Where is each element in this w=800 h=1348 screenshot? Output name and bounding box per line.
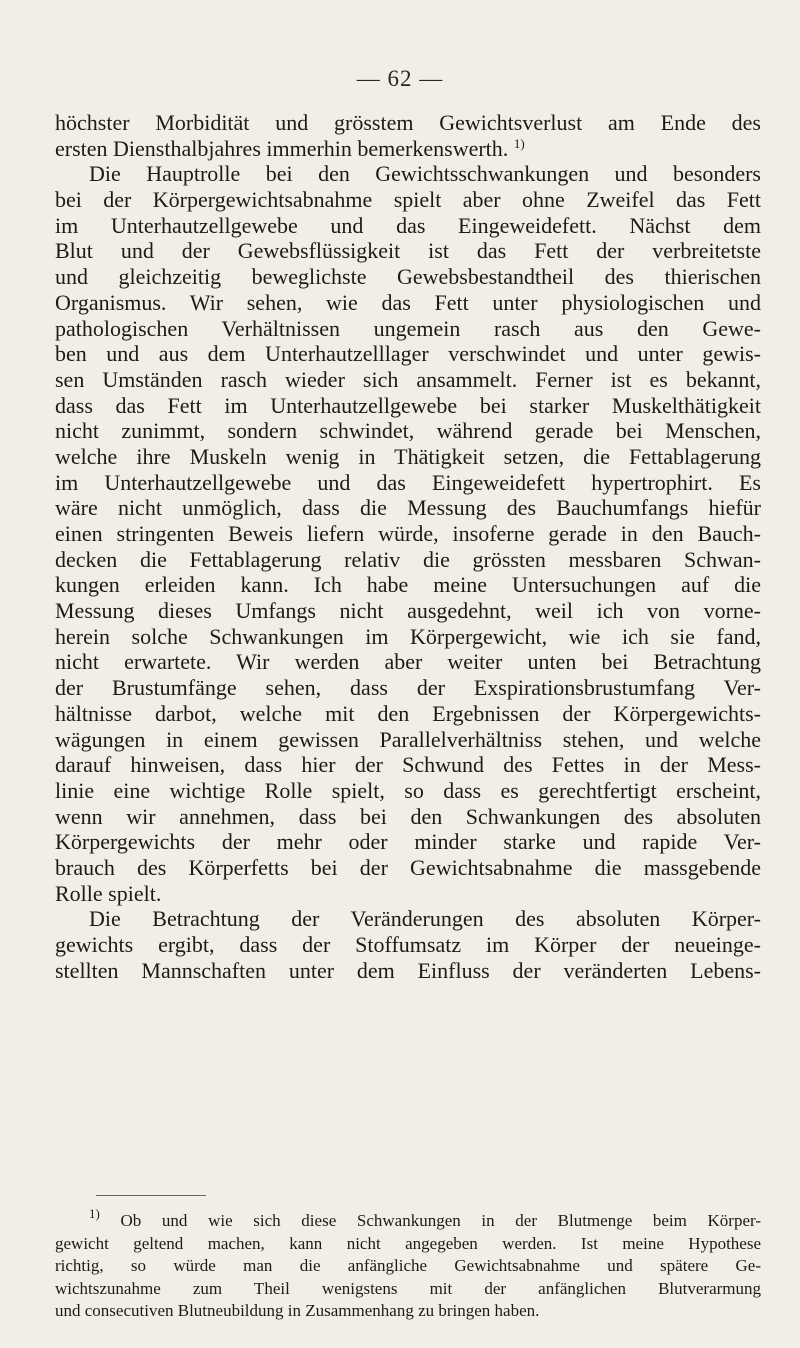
body-line: welche ihre Muskeln wenig in Thätigkeit setzen, die Fettablagerung bbox=[55, 443, 761, 469]
body-line: brauch des Körperfetts bei der Gewichtsabnahme die massgebende bbox=[55, 854, 761, 880]
body-line: dass das Fett im Unterhautzellgewebe bei starker Muskelthätigkeit bbox=[55, 392, 761, 418]
footnote-line: und consecutiven Blutneubildung in Zusammenhang zu bringen haben. bbox=[55, 1301, 540, 1321]
body-line: der Brustumfänge sehen, dass der Exspirationsbrustumfang Ver- bbox=[55, 675, 761, 701]
body-line: herein solche Schwankungen im Körpergewicht, wie ich sie fand, bbox=[55, 623, 761, 649]
body-line: linie eine wichtige Rolle spielt, so dass es gerechtfertigt erscheint, bbox=[55, 777, 761, 803]
body-line: darauf hinweisen, dass hier der Schwund des Fettes in der Mess- bbox=[55, 752, 761, 778]
body-line: gewichts ergibt, dass der Stoffumsatz im Körper der neueinge- bbox=[55, 932, 761, 957]
page-number: — 62 — bbox=[356, 66, 444, 91]
body-line: wäre nicht unmöglich, dass die Messung des Bauchumfangs hiefür bbox=[55, 495, 761, 521]
body-line: kungen erleiden kann. Ich habe meine Untersuchungen auf die bbox=[55, 572, 761, 598]
footnote-divider bbox=[96, 1195, 206, 1196]
body-line: Organismus. Wir sehen, wie das Fett unter physiologischen und bbox=[55, 289, 761, 315]
body-line: wenn wir annehmen, dass bei den Schwankungen des absoluten bbox=[55, 803, 761, 829]
body-line: Messung dieses Umfangs nicht ausgedehnt, weil ich von vorne- bbox=[55, 598, 761, 624]
footnote-line: wichtszunahme zum Theil wenigstens mit der anfänglichen Blutverarmung bbox=[55, 1278, 761, 1298]
body-text bbox=[55, 110, 761, 983]
body-line: nicht erwartete. Wir werden aber weiter unten bei Betrachtung bbox=[55, 649, 761, 675]
body-line: und gleichzeitig beweglichste Gewebsbestandtheil des thierischen bbox=[55, 264, 761, 290]
body-line: Rolle spielt. bbox=[55, 880, 162, 906]
body-line: Die Hauptrolle bei den Gewichtsschwankungen und besonders bbox=[89, 161, 761, 187]
footnote-line-first bbox=[55, 1206, 761, 1233]
footnote-marker: 1) bbox=[89, 1206, 100, 1221]
body-line: ben und aus dem Unterhautzelllager verschwindet und unter gewis- bbox=[55, 341, 761, 367]
body-line: höchster Morbidität und grösstem Gewichtsverlust am Ende des bbox=[55, 110, 761, 135]
footnote bbox=[55, 1206, 761, 1323]
body-line: Blut und der Gewebsflüssigkeit ist das Fett der verbreitetste bbox=[55, 238, 761, 264]
footnote-reference[interactable]: 1) bbox=[513, 135, 525, 151]
body-line-text: ersten Diensthalbjahres immerhin bemerkenswerth. bbox=[55, 135, 509, 161]
body-line: hältnisse darbot, welche mit den Ergebnissen der Körpergewichts- bbox=[55, 700, 761, 726]
body-line: Die Betrachtung der Veränderungen des absoluten Körper- bbox=[89, 906, 761, 932]
body-line: wägungen in einem gewissen Parallelverhältniss stehen, und welche bbox=[55, 726, 761, 752]
body-line: einen stringenten Beweis liefern würde, insoferne gerade in den Bauch- bbox=[55, 521, 761, 546]
body-line: im Unterhautzellgewebe und das Eingeweidefett hypertrophirt. Es bbox=[55, 469, 761, 495]
body-line: decken die Fettablagerung relativ die grössten messbaren Schwan- bbox=[55, 546, 761, 572]
body-line: im Unterhautzellgewebe und das Eingeweidefett. Nächst dem bbox=[55, 212, 761, 238]
body-line: sen Umständen rasch wieder sich ansammelt. Ferner ist es bekannt, bbox=[55, 366, 761, 392]
body-line-with-footnote-ref bbox=[55, 136, 761, 162]
footnote-line: gewicht geltend machen, kann nicht angegeben werden. Ist meine Hypothese bbox=[55, 1233, 761, 1253]
body-line: Körpergewichts der mehr oder minder starke und rapide Ver- bbox=[55, 829, 761, 855]
body-line: bei der Körpergewichtsabnahme spielt aber ohne Zweifel das Fett bbox=[55, 187, 761, 213]
body-line: stellten Mannschaften unter dem Einfluss der veränderten Lebens- bbox=[55, 957, 761, 983]
footnote-line: richtig, so würde man die anfängliche Gewichtsabnahme und spätere Ge- bbox=[55, 1256, 761, 1276]
footnote-line-text: Ob und wie sich diese Schwankungen in der Blutmenge beim Körper- bbox=[120, 1211, 761, 1230]
body-line: nicht zunimmt, sondern schwindet, während gerade bei Menschen, bbox=[55, 418, 761, 444]
body-line: pathologischen Verhältnissen ungemein rasch aus den Gewe- bbox=[55, 315, 761, 341]
